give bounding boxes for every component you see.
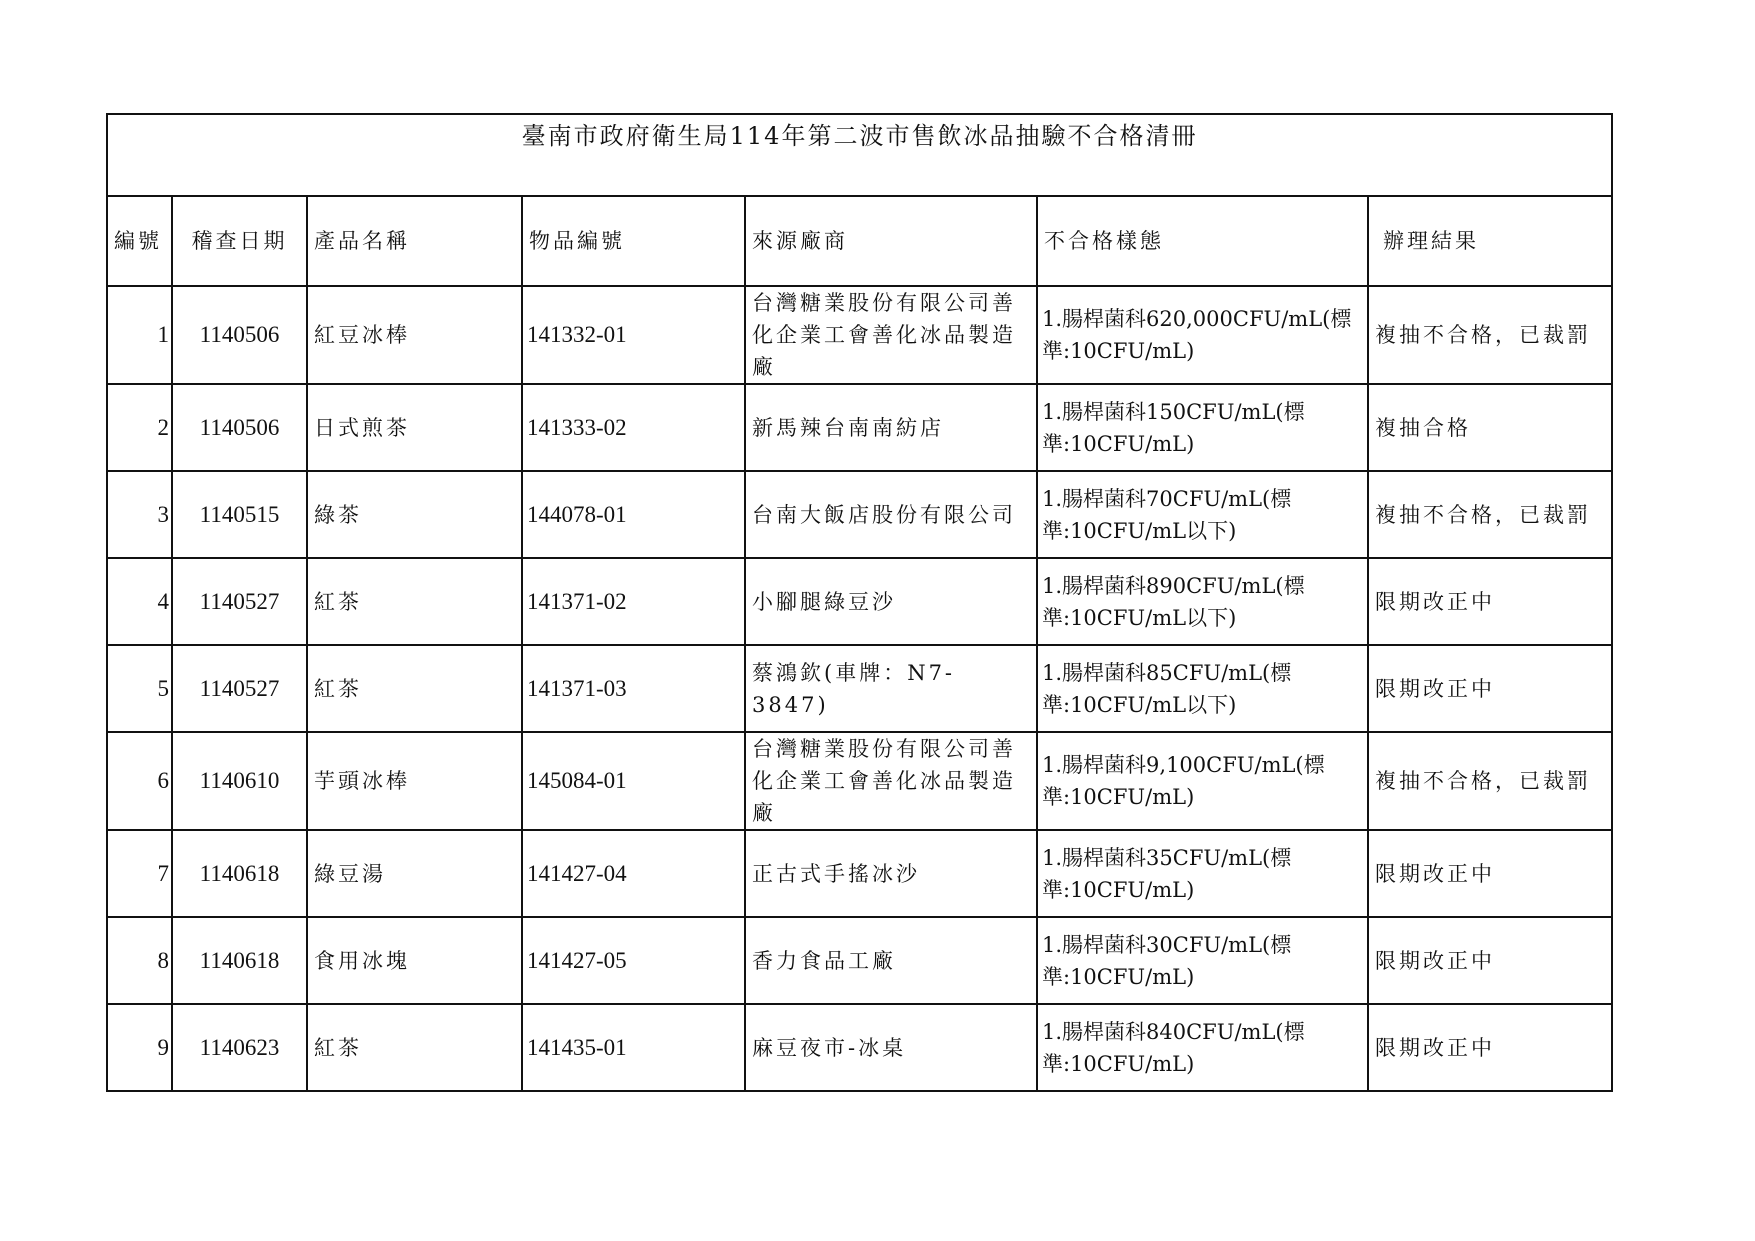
cell-code: 141371-02: [522, 558, 745, 645]
cell-code: 141332-01: [522, 286, 745, 384]
cell-defect: 1.腸桿菌科620,000CFU/mL(標準:10CFU/mL): [1037, 286, 1368, 384]
header-handling-result: 辦理結果: [1368, 196, 1612, 286]
cell-vendor: 香力食品工廠: [745, 917, 1037, 1004]
cell-no: 4: [107, 558, 172, 645]
header-source-vendor: 來源廠商: [745, 196, 1037, 286]
table-row: [107, 1004, 1612, 1091]
cell-vendor: 新馬辣台南南紡店: [745, 384, 1037, 471]
cell-no: 2: [107, 384, 172, 471]
header-defect-type: 不合格樣態: [1037, 196, 1368, 286]
cell-date: 1140527: [172, 645, 307, 732]
table-row: [107, 830, 1612, 917]
cell-no: 1: [107, 286, 172, 384]
cell-code: 141333-02: [522, 384, 745, 471]
cell-no: 7: [107, 830, 172, 917]
cell-no: 5: [107, 645, 172, 732]
cell-no: 8: [107, 917, 172, 1004]
cell-product: 芋頭冰棒: [307, 732, 522, 830]
cell-product: 綠豆湯: [307, 830, 522, 917]
cell-result: 限期改正中: [1368, 558, 1612, 645]
cell-result: 複抽合格: [1368, 384, 1612, 471]
table-row: [107, 471, 1612, 558]
cell-vendor: 麻豆夜市-冰桌: [745, 1004, 1037, 1091]
cell-vendor: 台灣糖業股份有限公司善化企業工會善化冰品製造廠: [745, 732, 1037, 830]
failed-inspection-table: [106, 113, 1613, 1092]
cell-date: 1140506: [172, 384, 307, 471]
cell-product: 紅茶: [307, 645, 522, 732]
cell-defect: 1.腸桿菌科30CFU/mL(標準:10CFU/mL): [1037, 917, 1368, 1004]
cell-code: 141435-01: [522, 1004, 745, 1091]
cell-code: 145084-01: [522, 732, 745, 830]
cell-defect: 1.腸桿菌科840CFU/mL(標準:10CFU/mL): [1037, 1004, 1368, 1091]
cell-date: 1140506: [172, 286, 307, 384]
header-inspection-date: 稽查日期: [172, 196, 307, 286]
cell-no: 3: [107, 471, 172, 558]
header-item-code: 物品編號: [522, 196, 745, 286]
cell-code: 144078-01: [522, 471, 745, 558]
cell-code: 141371-03: [522, 645, 745, 732]
cell-date: 1140618: [172, 830, 307, 917]
table-row: [107, 558, 1612, 645]
cell-vendor: 小腳腿綠豆沙: [745, 558, 1037, 645]
document-sheet: [106, 113, 1611, 1092]
cell-defect: 1.腸桿菌科85CFU/mL(標準:10CFU/mL以下): [1037, 645, 1368, 732]
cell-date: 1140618: [172, 917, 307, 1004]
table-row: [107, 732, 1612, 830]
cell-code: 141427-05: [522, 917, 745, 1004]
cell-vendor: 正古式手搖冰沙: [745, 830, 1037, 917]
cell-date: 1140527: [172, 558, 307, 645]
cell-vendor: 台灣糖業股份有限公司善化企業工會善化冰品製造廠: [745, 286, 1037, 384]
cell-result: 限期改正中: [1368, 1004, 1612, 1091]
cell-result: 限期改正中: [1368, 645, 1612, 732]
cell-product: 綠茶: [307, 471, 522, 558]
cell-defect: 1.腸桿菌科890CFU/mL(標準:10CFU/mL以下): [1037, 558, 1368, 645]
cell-date: 1140610: [172, 732, 307, 830]
cell-result: 限期改正中: [1368, 830, 1612, 917]
table-row: [107, 645, 1612, 732]
table-row: [107, 286, 1612, 384]
cell-code: 141427-04: [522, 830, 745, 917]
cell-product: 紅茶: [307, 558, 522, 645]
document-title: 臺南市政府衛生局114年第二波市售飲冰品抽驗不合格清冊: [107, 114, 1612, 196]
table-row: [107, 384, 1612, 471]
cell-date: 1140623: [172, 1004, 307, 1091]
cell-vendor: 蔡鴻欽(車牌：N7-3847): [745, 645, 1037, 732]
cell-defect: 1.腸桿菌科35CFU/mL(標準:10CFU/mL): [1037, 830, 1368, 917]
cell-no: 9: [107, 1004, 172, 1091]
cell-result: 複抽不合格，已裁罰: [1368, 732, 1612, 830]
cell-result: 限期改正中: [1368, 917, 1612, 1004]
header-no: 編號: [107, 196, 172, 286]
cell-no: 6: [107, 732, 172, 830]
cell-defect: 1.腸桿菌科70CFU/mL(標準:10CFU/mL以下): [1037, 471, 1368, 558]
cell-result: 複抽不合格，已裁罰: [1368, 286, 1612, 384]
cell-product: 食用冰塊: [307, 917, 522, 1004]
cell-product: 紅茶: [307, 1004, 522, 1091]
header-product-name: 產品名稱: [307, 196, 522, 286]
cell-product: 紅豆冰棒: [307, 286, 522, 384]
cell-date: 1140515: [172, 471, 307, 558]
title-row: [107, 114, 1612, 196]
header-row: [107, 196, 1612, 286]
cell-product: 日式煎茶: [307, 384, 522, 471]
cell-result: 複抽不合格，已裁罰: [1368, 471, 1612, 558]
table-row: [107, 917, 1612, 1004]
cell-defect: 1.腸桿菌科9,100CFU/mL(標準:10CFU/mL): [1037, 732, 1368, 830]
cell-vendor: 台南大飯店股份有限公司: [745, 471, 1037, 558]
cell-defect: 1.腸桿菌科150CFU/mL(標準:10CFU/mL): [1037, 384, 1368, 471]
